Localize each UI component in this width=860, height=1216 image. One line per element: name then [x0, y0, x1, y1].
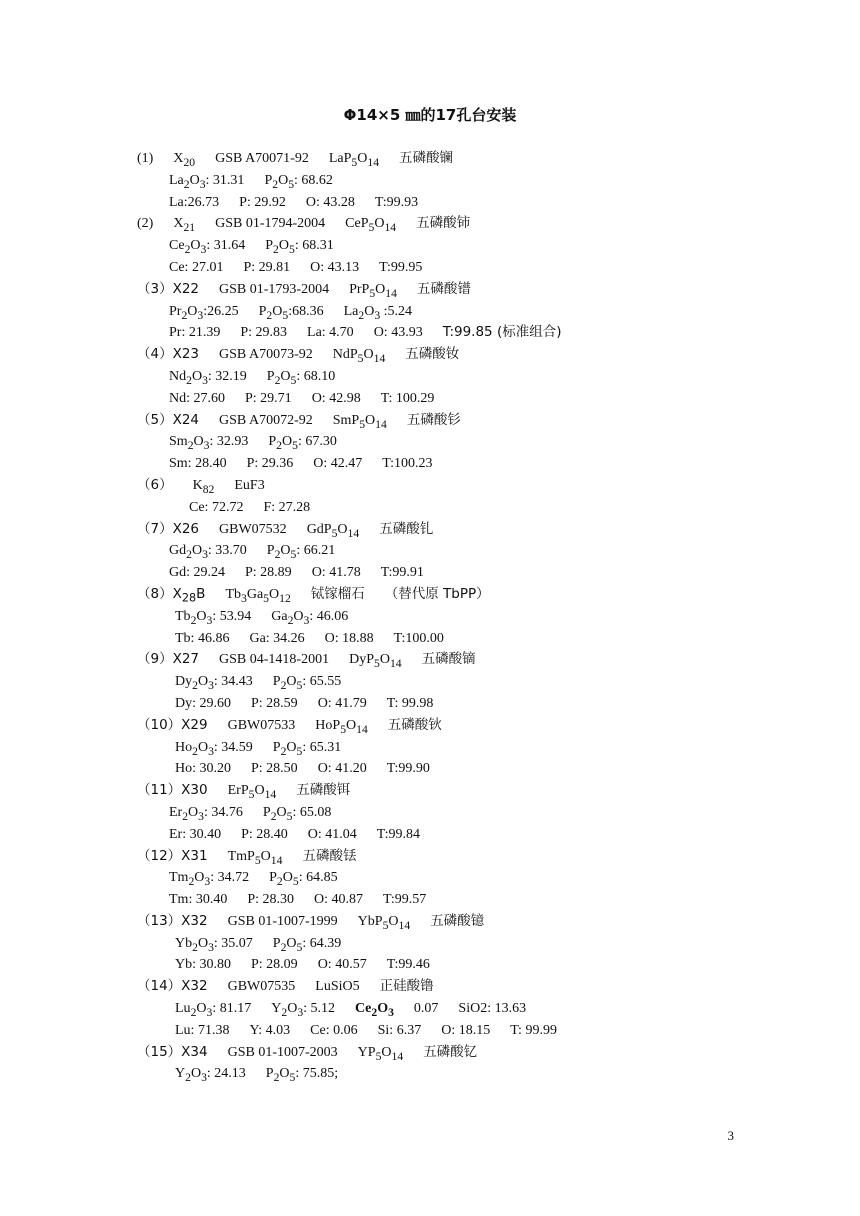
entry-header — [137, 846, 561, 868]
entry-value: P: 28.59 — [251, 695, 298, 711]
entry-value: $Sm_2O_3$: 32.93 — [169, 434, 249, 453]
entry-header-field: （4）X23 — [137, 346, 200, 363]
entry-value: $P_2O_5$: 64.85 — [269, 870, 338, 889]
entry-header — [137, 213, 561, 235]
entry-header-field: 五磷酸镨 — [416, 280, 471, 297]
entry-value: T:100.00 — [393, 630, 444, 646]
entry-item — [137, 584, 561, 649]
entry-value: $La_2O_3$ :5.24 — [343, 303, 413, 322]
entry-value-line — [137, 867, 561, 889]
entry-value: Ce: 27.01 — [169, 259, 224, 275]
entry-header-field: $TmP_5O_{14}$ — [227, 848, 283, 867]
entry-value: P: 29.36 — [246, 456, 294, 472]
entry-value: Si: 6.37 — [377, 1022, 422, 1038]
entry-header-field: GBW07532 — [219, 521, 287, 537]
entry-header-field: $DyP_5O_{14}$ — [349, 652, 402, 671]
entry-header-field: $CeP_5O_{14}$ — [345, 216, 397, 235]
entry-value: $Gd_2O_3$: 33.70 — [169, 543, 247, 562]
entry-value-line — [137, 497, 561, 519]
entry-header — [137, 344, 561, 366]
entry-value: $Yb_2O_3$: 35.07 — [175, 935, 253, 954]
entry-value: Y: 4.03 — [249, 1022, 291, 1038]
entry-header-field: （3）X22 — [137, 280, 200, 297]
entry-value: $Y_2O_3$: 24.13 — [175, 1066, 246, 1085]
entry-item — [137, 475, 561, 519]
entry-value: Ho: 30.20 — [175, 761, 231, 777]
entry-header-field: 五磷酸铥 — [302, 847, 357, 864]
entry-value: T:99.90 — [386, 761, 430, 777]
entry-item — [137, 344, 561, 409]
entry-header-field: （13）X32 — [137, 912, 208, 929]
entry-value: Tb: 46.86 — [175, 630, 230, 646]
entry-value: T: 99.98 — [386, 695, 434, 711]
entry-value: $P_2O_5$: 65.08 — [262, 804, 332, 823]
entry-header-field: GSB 01-1794-2004 — [215, 216, 326, 232]
entry-header-field: $HoP_5O_{14}$ — [315, 717, 368, 736]
entry-value-line — [137, 388, 561, 410]
entry-header-field: 五磷酸钆 — [379, 520, 434, 537]
entry-value: $P_2O_5$: 66.21 — [266, 543, 336, 562]
entry-header-field: 五磷酸钐 — [406, 411, 461, 428]
entry-header-field: 五磷酸镱 — [430, 912, 485, 929]
entry-value: T:99.57 — [383, 892, 427, 908]
entry-value-line — [137, 1063, 561, 1085]
entry-value-line — [137, 301, 561, 323]
entry-value: $Tm_2O_3$: 34.72 — [169, 870, 250, 889]
entry-value: $Dy_2O_3$: 34.43 — [175, 674, 253, 692]
entry-value: O: 40.87 — [314, 892, 364, 908]
entry-value: P: 29.81 — [243, 259, 291, 275]
entry-value: La:26.73 — [169, 194, 220, 210]
entry-header-field: 五磷酸钕 — [405, 346, 460, 363]
entry-value: $P_2O_5$: 67.30 — [268, 434, 337, 453]
entry-value: $P_2O_5$: 65.55 — [272, 674, 342, 692]
entry-item — [137, 911, 561, 976]
entry-header — [137, 519, 561, 541]
entry-header-field: $YP_5O_{14}$ — [357, 1044, 404, 1063]
entry-value: O: 41.20 — [317, 761, 367, 777]
entry-value: T:99.85 (标准组合) — [442, 324, 562, 341]
entry-value: T:99.93 — [374, 194, 419, 210]
entry-item — [137, 649, 561, 714]
entry-header-field: $X_{21}$ — [173, 216, 196, 235]
entry-item — [137, 410, 561, 475]
entry-header-field: GSB A70073-92 — [219, 347, 313, 363]
entry-value-line — [137, 257, 561, 279]
entry-header-field: 正硅酸镥 — [379, 978, 434, 995]
entry-value-line — [137, 562, 561, 584]
entry-item — [137, 148, 561, 213]
entry-value: O: 41.79 — [317, 695, 367, 711]
entry-header-field: 铽镓榴石 — [310, 585, 365, 602]
entry-value: Dy: 29.60 — [175, 695, 231, 711]
entry-value: Ce: 0.06 — [310, 1022, 358, 1038]
entry-value: Sm: 28.40 — [169, 456, 227, 472]
entry-value: $P_2O_5$: 65.31 — [272, 739, 342, 758]
entry-item — [137, 213, 561, 278]
entry-value: Nd: 27.60 — [169, 390, 225, 406]
entry-value: O: 40.57 — [317, 957, 367, 973]
entry-item — [137, 519, 561, 584]
entry-header — [137, 475, 561, 497]
entry-value: $Ce_2O_3$: 31.64 — [169, 238, 246, 256]
entry-value: O: 43.13 — [310, 259, 360, 275]
entry-value: $Er_2O_3$: 34.76 — [169, 804, 243, 823]
entry-header-field: GSB 01-1007-1999 — [227, 913, 338, 929]
entry-header-field: （12）X31 — [137, 847, 208, 864]
entry-value: P: 28.40 — [241, 826, 288, 842]
entry-header-field: （10）X29 — [137, 716, 208, 733]
entry-header-field: 五磷酸铈 — [416, 215, 471, 232]
entry-value: Ga: 34.26 — [249, 630, 305, 646]
entry-value: $P_2O_5$: 64.39 — [272, 935, 342, 954]
entry-value: $Ga_2O_3$: 46.06 — [271, 608, 349, 627]
entry-header-field: $X_{20}$ — [173, 151, 196, 169]
entry-value: T:99.46 — [386, 957, 430, 973]
entry-value: $Nd_2O_3$: 32.19 — [169, 368, 247, 387]
entry-header-field: （15）X34 — [137, 1043, 208, 1060]
page-title: Φ14×5 ㎜的17孔台安装 — [343, 106, 517, 124]
entry-header-field: $GdP_5O_{14}$ — [306, 521, 360, 540]
entry-value: F: 27.28 — [263, 499, 311, 515]
entry-value: T:99.95 — [379, 259, 423, 275]
entry-value: Tm: 30.40 — [169, 892, 228, 908]
entry-value-line — [137, 758, 561, 780]
entry-value-line — [137, 824, 561, 846]
entry-value: Ce: 72.72 — [189, 499, 244, 515]
entry-value-line — [137, 802, 561, 824]
entry-value-line — [137, 606, 561, 628]
entry-header — [137, 1042, 561, 1064]
entry-header-field: $SmP_5O_{14}$ — [332, 412, 387, 431]
entry-value-line — [137, 192, 561, 214]
entry-header-field: （7）X26 — [137, 520, 200, 537]
entry-header-field: 五磷酸钇 — [423, 1043, 478, 1060]
entry-value: $Y_2O_3$: 5.12 — [271, 1001, 336, 1019]
entry-value: T:100.23 — [382, 456, 433, 472]
entry-header-field: $LaP_5O_{14}$ — [328, 151, 380, 169]
entry-header-field: $NdP_5O_{14}$ — [332, 347, 386, 365]
entry-item — [137, 715, 561, 780]
entry-header-field: $Tb_3Ga_5O_{12}$ — [225, 586, 291, 605]
entry-header — [137, 911, 561, 933]
entry-value: O: 43.28 — [305, 194, 355, 210]
entry-item — [137, 279, 561, 344]
entry-header-field: GSB 04-1418-2001 — [219, 652, 330, 668]
entry-header-field: GSB A70072-92 — [219, 412, 313, 428]
entry-header-field: 五磷酸钬 — [387, 716, 442, 733]
entry-header-field: 五磷酸铒 — [296, 782, 351, 799]
entry-list — [137, 148, 561, 1085]
entry-value-line — [137, 1020, 561, 1042]
entry-header-field: （6） — [137, 476, 173, 493]
entry-value: Gd: 29.24 — [169, 565, 225, 581]
entry-value: T:99.91 — [380, 565, 424, 581]
entry-header-field: (1) — [137, 151, 154, 166]
entry-header-field: $K_{82}$ — [192, 477, 215, 496]
entry-header-field: GBW07533 — [227, 717, 296, 733]
entry-header-field: $ErP_5O_{14}$ — [227, 783, 277, 801]
entry-header — [137, 780, 561, 802]
entry-header-field: GSB 01-1007-2003 — [227, 1044, 338, 1060]
entry-item — [137, 846, 561, 911]
entry-value: T: 100.29 — [380, 390, 435, 406]
entry-value: Pr: 21.39 — [169, 325, 221, 341]
entry-value: O: 41.04 — [307, 826, 357, 842]
entry-value: $Lu_2O_3$: 81.17 — [175, 1001, 252, 1019]
entry-value-line — [137, 954, 561, 976]
entry-value-line — [137, 889, 561, 911]
entry-value: Er: 30.40 — [169, 826, 222, 842]
entry-item — [137, 780, 561, 845]
entry-value: $Ce_2O_3$ — [355, 1001, 394, 1019]
entry-value: O: 18.88 — [324, 630, 374, 646]
entry-value: P: 28.89 — [245, 565, 292, 581]
entry-value: $Tb_2O_3$: 53.94 — [175, 608, 252, 627]
entry-value: Yb: 30.80 — [175, 957, 231, 973]
entry-item — [137, 1042, 561, 1086]
entry-header-field: GBW07535 — [227, 979, 296, 995]
entry-header — [137, 410, 561, 432]
entry-value: Lu: 71.38 — [175, 1022, 230, 1038]
entry-header-field: （替代原 TbPP） — [384, 585, 490, 602]
entry-item — [137, 976, 561, 1041]
entry-value: T:99.84 — [376, 826, 421, 842]
entry-header — [137, 584, 561, 606]
entry-value: 0.07 — [413, 1001, 439, 1017]
entry-header — [137, 148, 561, 170]
entry-header-field: GSB 01-1793-2004 — [219, 281, 330, 297]
entry-value: $P_2O_5$: 68.62 — [264, 172, 333, 191]
entry-value: O: 41.78 — [311, 565, 361, 581]
entry-value: $P_2O_5$: 75.85; — [265, 1066, 339, 1085]
entry-header-field: （5）X24 — [137, 411, 200, 428]
entry-header-field: $(8)X_{28}B$ — [137, 585, 206, 605]
entry-value: P: 28.50 — [251, 761, 298, 777]
entry-value-line — [137, 693, 561, 715]
entry-header-field: $YbP_5O_{14}$ — [357, 913, 411, 932]
entry-value: SiO2: 13.63 — [458, 1001, 527, 1017]
entry-header — [137, 715, 561, 737]
entry-header — [137, 649, 561, 671]
entry-value: P: 29.71 — [245, 390, 292, 406]
entry-header — [137, 976, 561, 998]
entry-header-field: LuSiO5 — [315, 979, 360, 995]
entry-value: O: 42.98 — [311, 390, 361, 406]
entry-value-line — [137, 453, 561, 475]
entry-header-field: （11）X30 — [137, 782, 208, 799]
entry-header-field: GSB A70071-92 — [215, 151, 309, 166]
entry-value: $P_2O_5$: 68.10 — [266, 368, 336, 387]
entry-value: O: 43.93 — [373, 325, 423, 341]
entry-header-field: （9）X27 — [137, 651, 200, 668]
entry-value-line — [137, 628, 561, 650]
entry-header-field: (2) — [137, 216, 154, 232]
entry-value-line — [137, 933, 561, 955]
entry-header-field: EuF3 — [234, 477, 265, 493]
entry-value: $La_2O_3$: 31.31 — [169, 172, 245, 191]
entry-value: La: 4.70 — [307, 325, 354, 341]
entry-value: $P_2O_5$: 68.31 — [265, 238, 334, 256]
entry-value: P: 28.09 — [251, 957, 298, 973]
entry-header-field: $PrP_5O_{14}$ — [349, 281, 397, 300]
entry-value: P: 28.30 — [247, 892, 295, 908]
entry-value: P: 29.92 — [239, 194, 286, 210]
entry-value-line — [137, 998, 561, 1020]
entry-value: O: 42.47 — [313, 456, 363, 472]
entry-value-line — [137, 322, 561, 344]
entry-header-field: 五磷酸镝 — [421, 651, 476, 668]
page-number: 3 — [727, 1128, 734, 1143]
entry-value: $Pr_2O_3:26.25$ — [169, 303, 239, 322]
entry-header — [137, 279, 561, 301]
entry-value: $P_2O_5:68.36$ — [258, 303, 324, 322]
entry-value: P: 29.83 — [240, 325, 288, 341]
entry-header-field: （14）X32 — [137, 978, 208, 995]
entry-value: O: 18.15 — [441, 1022, 491, 1038]
entry-value: $Ho_2O_3$: 34.59 — [175, 739, 253, 758]
entry-header-field: 五磷酸镧 — [399, 150, 454, 166]
entry-value: T: 99.99 — [510, 1022, 557, 1038]
